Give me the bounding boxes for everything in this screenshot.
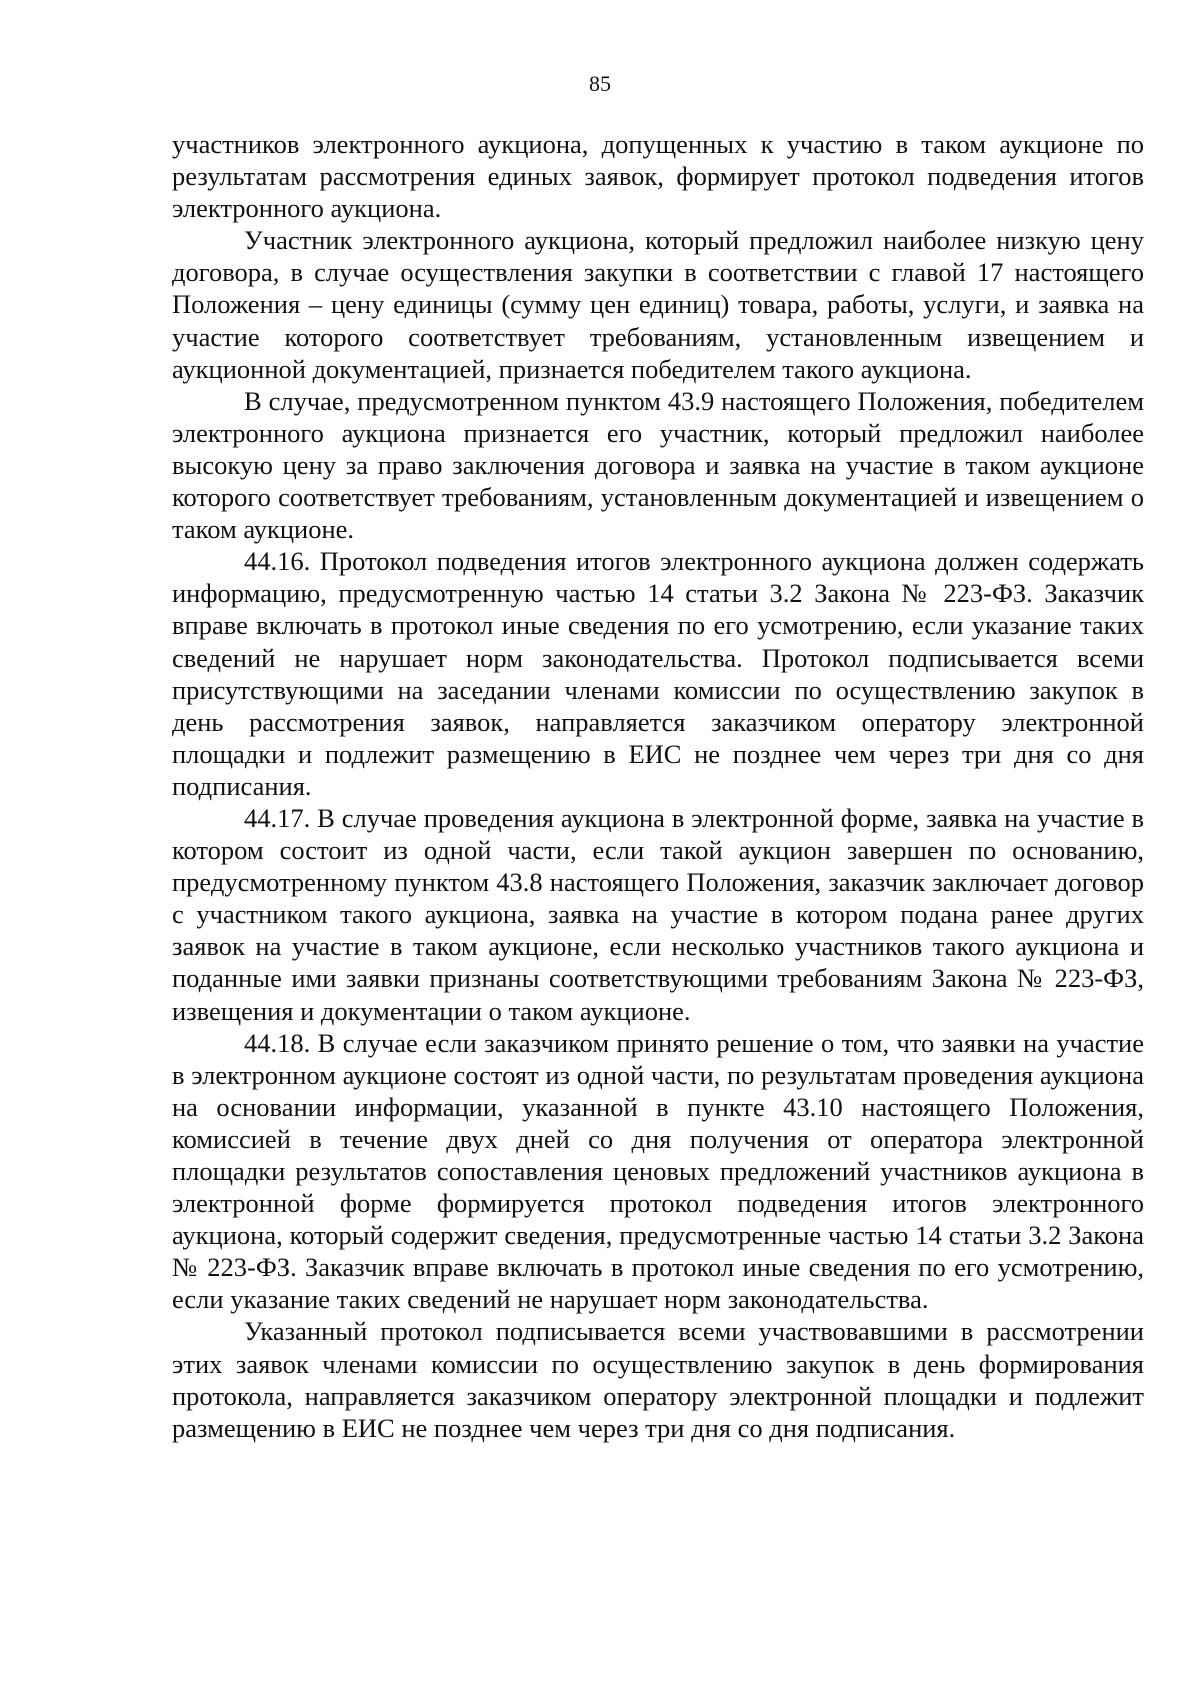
page-number: 85 bbox=[589, 71, 611, 96]
paragraph-continuation: участников электронного аукциона, допущенных к участию в таком аукционе по результатам рассмотрения единых заявок, формирует протокол подведения итогов электронного аукциона. bbox=[172, 129, 1144, 224]
document-body bbox=[172, 128, 1144, 1444]
paragraph-clause-44-18: 44.18. В случае если заказчиком принято решение о том, что заявки на участие в электронном аукционе состоят из одной части, по результатам проведения аукциона на основании информации, указанной в пункте 43.10 настоящего Положения, комиссией в течение двух дней со дня получения от оператора электронной площадки результатов сопоставления ценовых предложений участников аукциона в электронной форме формируется протокол подведения итогов электронного аукциона, который содержит сведения, предусмотренные частью 14 статьи 3.2 Закона № 223-ФЗ. Заказчик вправе включать в протокол иные сведения по его усмотрению, если указание таких сведений не нарушает норм законодательства. bbox=[172, 1027, 1144, 1315]
paragraph-clause-44-17: 44.17. В случае проведения аукциона в электронной форме, заявка на участие в котором состоит из одной части, если такой аукцион завершен по основанию, предусмотренному пунктом 43.8 настоящего Положения, заказчик заключает договор с участником такого аукциона, заявка на участие в котором подана ранее других заявок на участие в таком аукционе, если несколько участников такого аукциона и поданные ими заявки признаны соответствующими требованиям Закона № 223-ФЗ, извещения и документации о таком аукционе. bbox=[172, 802, 1144, 1026]
paragraph-clause-44-16: 44.16. Протокол подведения итогов электронного аукциона должен содержать информацию, предусмотренную частью 14 статьи 3.2 Закона № 223-ФЗ. Заказчик вправе включать в протокол иные сведения по его усмотрению, если указание таких сведений не нарушает норм законодательства. Протокол подписывается всеми присутствующими на заседании членами комиссии по осуществлению закупок в день рассмотрения заявок, направляется заказчиком оператору электронной площадки и подлежит размещению в ЕИС не позднее чем через три дня со дня подписания. bbox=[172, 546, 1144, 801]
paragraph-protocol-signing: Указанный протокол подписывается всеми участвовавшими в рассмотрении этих заявок членами комиссии по осуществлению закупок в день формирования протокола, направляется заказчиком оператору электронной площадки и подлежит размещению в ЕИС не позднее чем через три дня со дня подписания. bbox=[172, 1316, 1144, 1443]
paragraph-auction-winner-highest-price: В случае, предусмотренном пунктом 43.9 настоящего Положения, победителем электронного аукциона признается его участник, который предложил наиболее высокую цену за право заключения договора и заявка на участие в таком аукционе которого соответствует требованиям, установленным документацией и извещением о таком аукционе. bbox=[172, 385, 1144, 545]
paragraph-auction-winner-lowest-price: Участник электронного аукциона, который предложил наиболее низкую цену договора, в случае осуществления закупки в соответствии с главой 17 настоящего Положения – цену единицы (сумму цен единиц) товара, работы, услуги, и заявка на участие которого соответствует требованиям, установленным извещением и аукционной документацией, признается победителем такого аукциона. bbox=[172, 225, 1144, 384]
